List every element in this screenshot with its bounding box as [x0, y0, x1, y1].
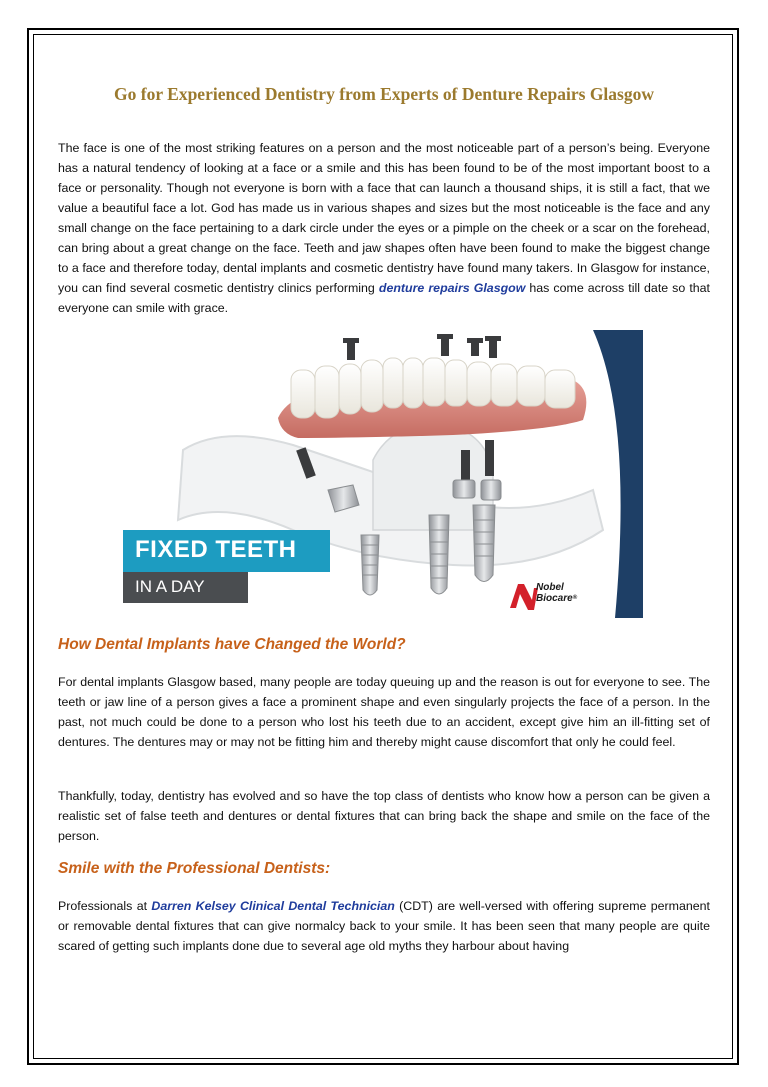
logo-line1: Nobel — [536, 582, 564, 593]
in-a-day-banner — [123, 572, 248, 603]
section1-heading: How Dental Implants have Changed the World? — [58, 636, 406, 653]
section2-text: Professionals at — [58, 899, 152, 913]
intro-text: The face is one of the most striking features on a person and the most noticeable part of a person’s being. Everyone has a natural tendency of looking at a face or a smile and this has been found to be of the most important boost to a face or personality. Though not everyone is born with a face that can launch a thousand ships, it is still a fact, that we value a beautiful face a lot. God has made us in various shapes and sizes but the most noticeable is the face and any small change on the face pertaining to a dark circle under the eyes or a pimple on the cheek or a scar on the forehead, can bring about a great change on the face. Teeth and jaw shapes often have been found to make the biggest change to a face and therefore today, dental implants and cosmetic dentistry have found many takers. In Glasgow for instance, you can find several cosmetic dentistry clinics performing — [58, 141, 710, 295]
logo-line2: Biocare — [536, 593, 573, 604]
logo-text — [536, 582, 577, 604]
denture-repairs-link[interactable]: denture repairs Glasgow — [378, 281, 526, 295]
section1-paragraph2: Thankfully, today, dentistry has evolved and so have the top class of dentists who know how a person can be given a realistic set of false teeth and dentures or dental fixtures that can bring back the shape and smile on the face of the person. — [58, 789, 710, 843]
logo-mark-icon — [510, 584, 538, 610]
blue-arc — [593, 330, 643, 618]
document-title: Go for Experienced Dentistry from Experts of Denture Repairs Glasgow — [114, 84, 654, 104]
section1-paragraph1: For dental implants Glasgow based, many people are today queuing up and the reason is out for everyone to see. The teeth or jaw line of a person gives a face a prominent shape and even singularly projects the face of a person. In the past, not much could be done to a person who lost his teeth due to an accident, except give him an ill-fitting set of dentures. The dentures may or may not be fitting him and thereby might cause discomfort that only he could feel. — [58, 675, 710, 749]
section2-paragraph — [58, 896, 710, 956]
darren-kelsey-link[interactable]: Darren Kelsey Clinical Dental Technician — [151, 899, 395, 913]
fixed-teeth-banner — [123, 530, 330, 572]
intro-paragraph — [58, 138, 710, 318]
banner-line2: IN A DAY — [135, 577, 205, 596]
intro-text-end: has come across till date so that everyone can smile with grace. — [58, 281, 710, 315]
logo-registered-mark: ® — [572, 595, 578, 601]
section2-text-end: (CDT) are well-versed with offering supreme permanent or removable dental fixtures that can give normalcy back to your smile. It has been seen that many people are quite scared of getting such implants done due to several age old myths they harbour about having — [58, 899, 710, 953]
banner-line1: FIXED TEETH — [135, 536, 297, 563]
section2-heading: Smile with the Professional Dentists: — [58, 860, 331, 877]
